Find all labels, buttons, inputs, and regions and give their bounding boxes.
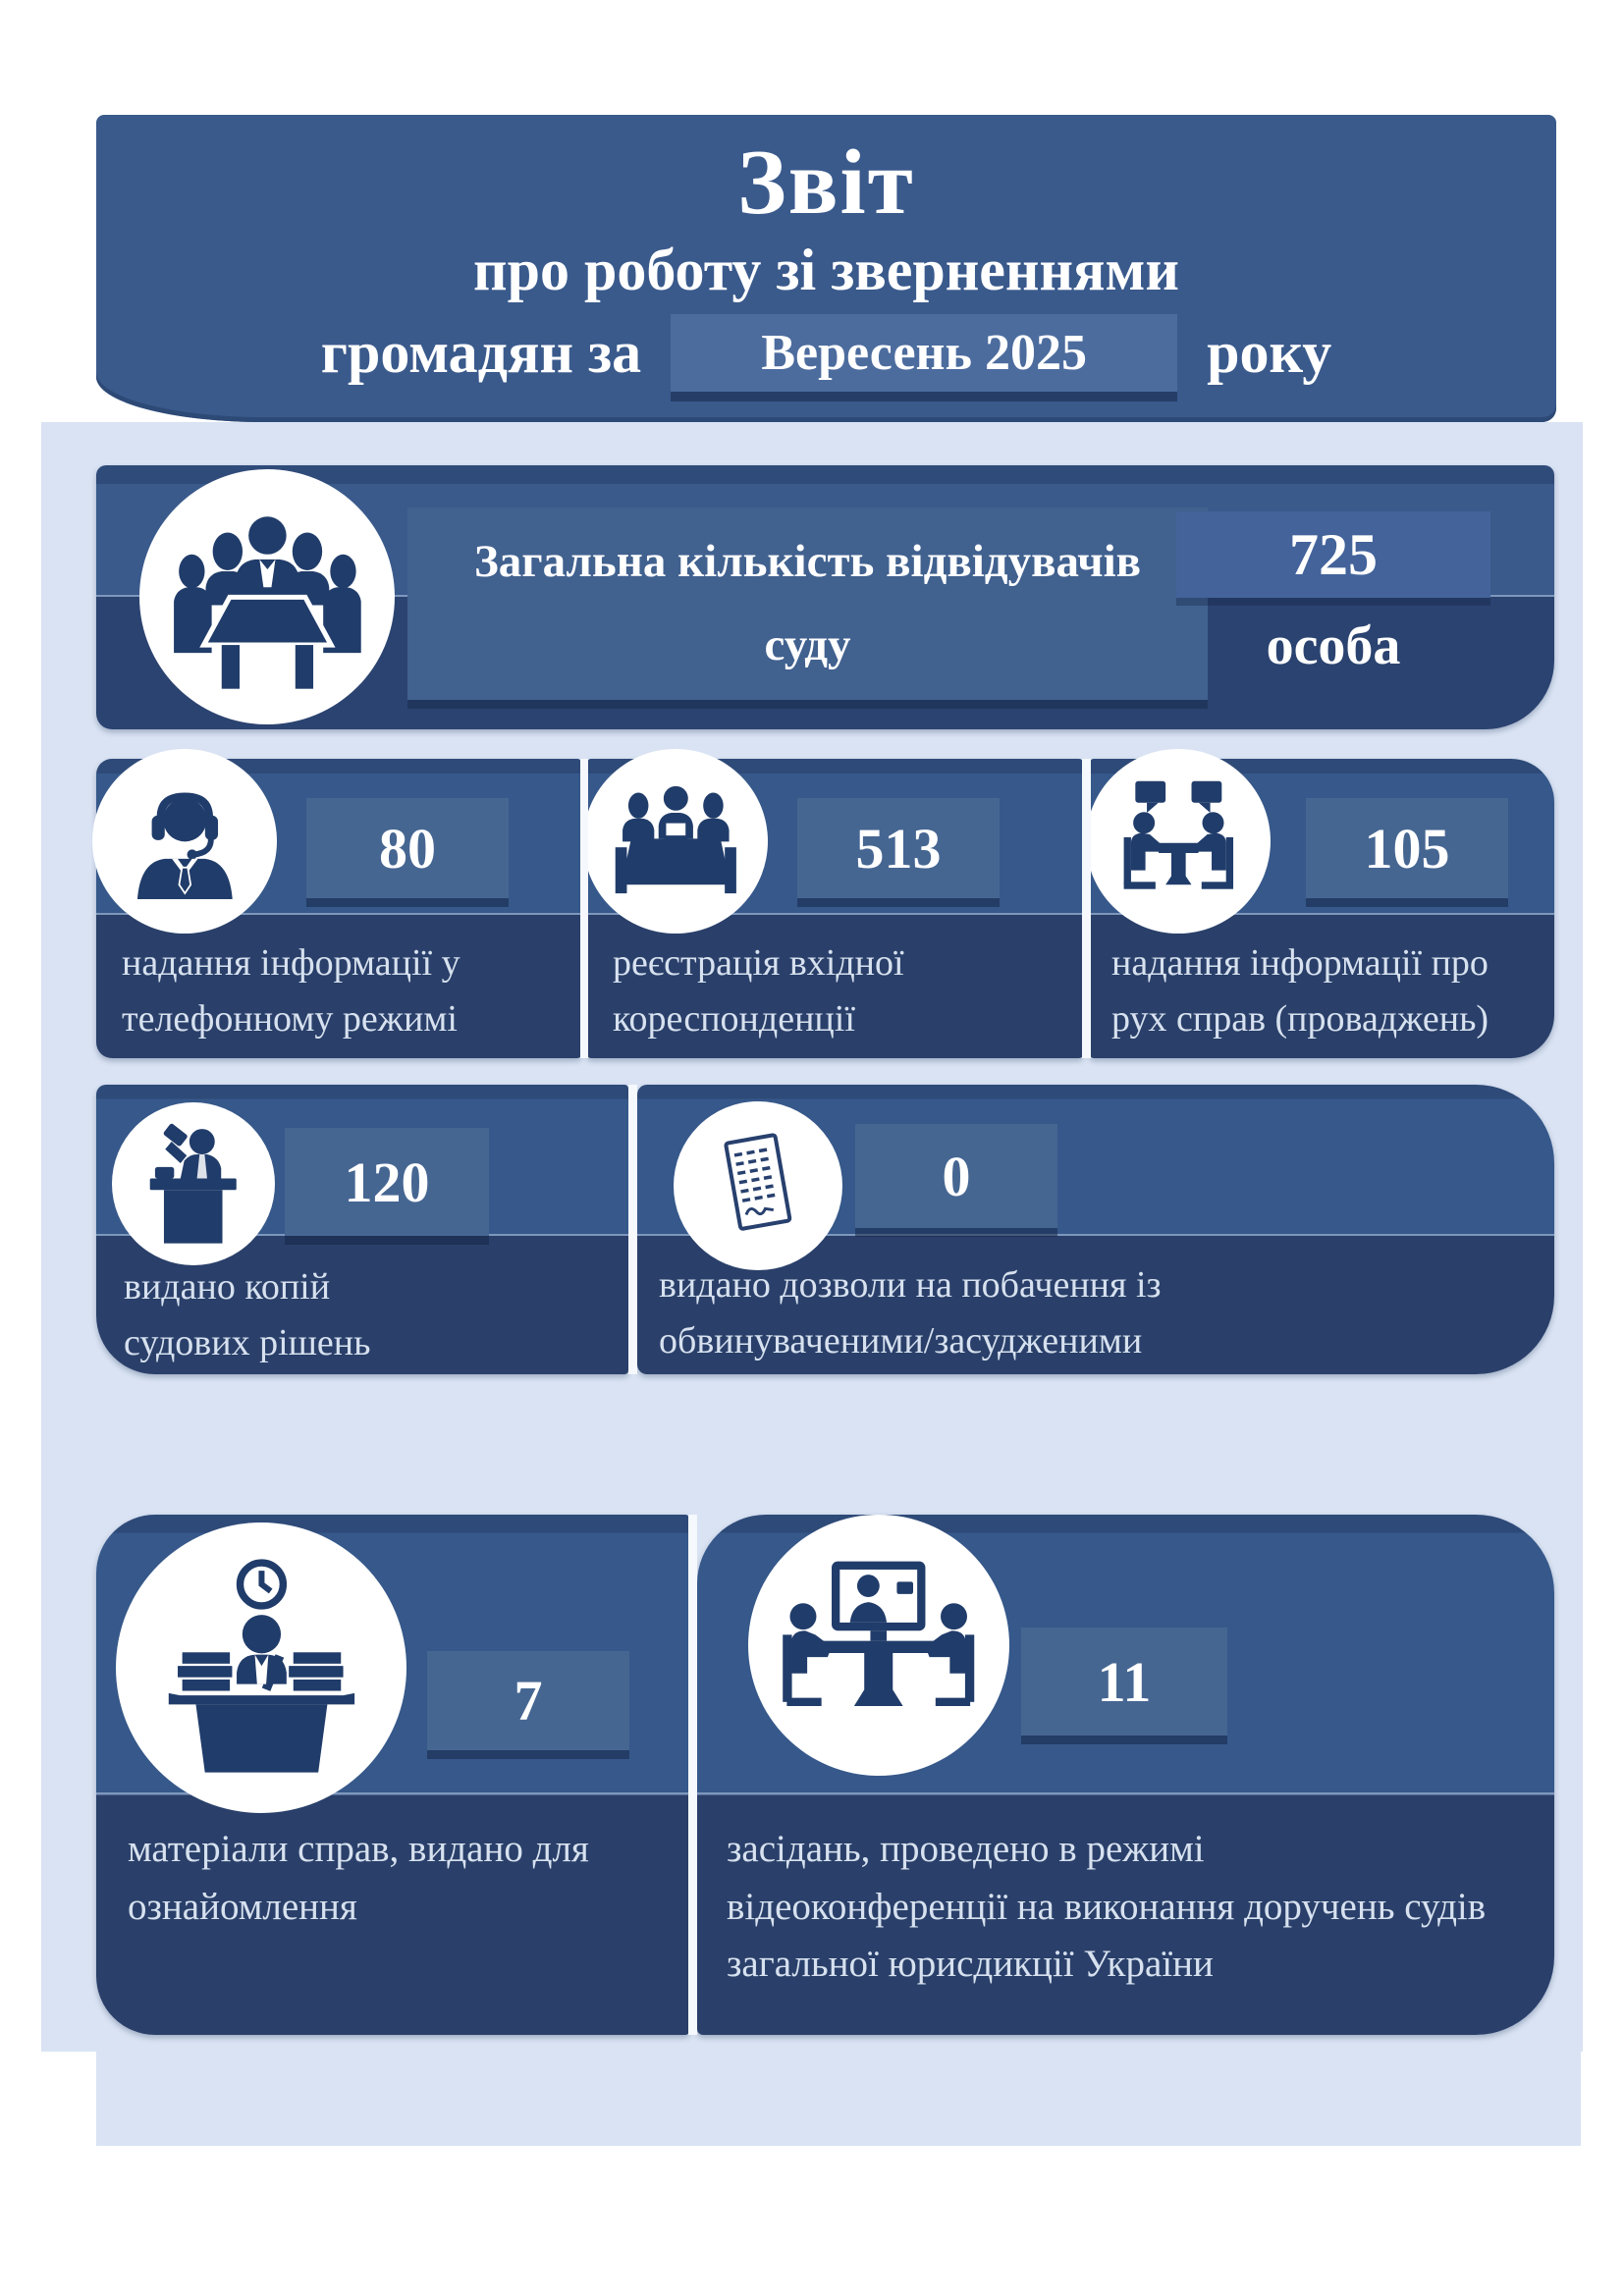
stat-value: 105 [1306, 798, 1508, 898]
stat-label: видано копій судових рішень [124, 1266, 371, 1363]
card-divider [628, 1085, 637, 1374]
stat-card-visit-permits [637, 1085, 1554, 1374]
stat-card-correspondence [587, 759, 1083, 1058]
stat-icon-circle [112, 1102, 275, 1265]
meeting-people-icon [168, 498, 367, 697]
stat-card-case-info [1090, 759, 1554, 1058]
page-subtitle: про роботу зі зверненнями [473, 237, 1179, 302]
video-conference-icon [777, 1543, 980, 1746]
card-divider [580, 759, 588, 1058]
stat-label: видано дозволи на побачення із обвинуваченими/засудженими [659, 1264, 1162, 1362]
stat-card-phone-info [96, 759, 581, 1058]
case-files-desk-icon [148, 1555, 375, 1782]
summary-banner [96, 465, 1554, 729]
stat-icon-circle [583, 749, 768, 934]
content-background-bottom [96, 2052, 1581, 2146]
stat-label: матеріали справ, видано для ознайомлення [128, 1828, 589, 1928]
stat-card-case-materials [96, 1515, 689, 2035]
summary-label: Загальна кількість відвідувачів суду [407, 507, 1208, 700]
title-banner [96, 115, 1556, 422]
summary-value: 725 [1176, 511, 1490, 598]
stat-icon-circle [1086, 749, 1271, 934]
title-period-row [96, 314, 1556, 392]
case-consultation-icon [1107, 770, 1251, 914]
card-divider [688, 1515, 697, 2035]
summary-icon-circle [139, 469, 395, 724]
stat-value: 120 [285, 1128, 489, 1236]
stat-card-videoconference [697, 1515, 1554, 2035]
stat-label: засідань, проведено в режимі відеоконференції на виконання доручень судів загальної юрисдикції України [727, 1828, 1487, 1985]
stat-icon-circle [92, 749, 277, 934]
card-divider [1082, 759, 1091, 1058]
stat-label: надання інформації у телефонному режимі [122, 942, 460, 1040]
period-suffix: року [1207, 319, 1332, 385]
phone-operator-icon [113, 770, 257, 914]
stat-value: 0 [855, 1124, 1057, 1228]
judge-gavel-icon [130, 1120, 256, 1247]
stat-icon-circle [674, 1101, 842, 1270]
stat-value: 7 [427, 1651, 629, 1750]
stat-label: надання інформації про рух справ (проваджень) [1111, 942, 1489, 1040]
stat-value: 11 [1021, 1628, 1227, 1735]
stat-icon-circle [748, 1515, 1009, 1776]
period-prefix: громадян за [320, 319, 642, 385]
reception-desk-icon [604, 770, 748, 914]
summary-unit: особа [1266, 615, 1401, 676]
stat-label: реєстрація вхідної кореспонденції [613, 942, 904, 1040]
stat-card-decisions-copies [96, 1085, 628, 1374]
stat-value: 513 [797, 798, 1000, 898]
signed-document-icon [692, 1120, 824, 1252]
stat-value: 80 [306, 798, 509, 898]
stat-icon-circle [116, 1522, 406, 1813]
page-title: Звіт [737, 132, 915, 234]
period-value: Вересень 2025 [671, 314, 1177, 392]
